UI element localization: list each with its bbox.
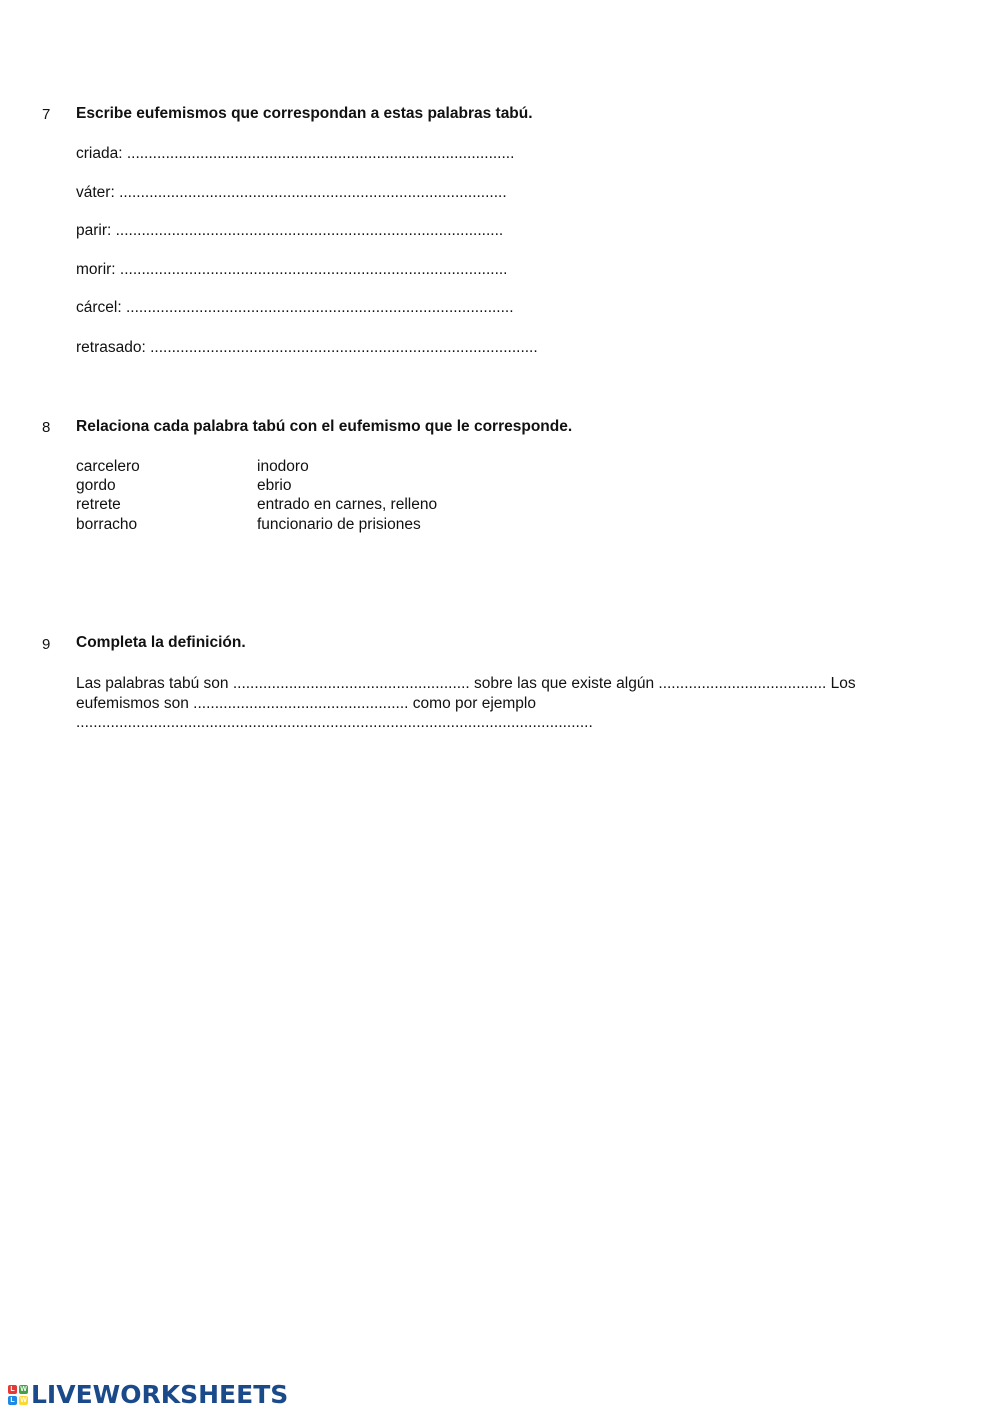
question-8-title: Relaciona cada palabra tabú con el eufemismo que le corresponde. <box>76 418 573 435</box>
q8-right-word[interactable]: inodoro <box>257 458 309 475</box>
q8-left-word[interactable]: retrete <box>76 496 121 513</box>
logo-square-icon: L <box>8 1396 17 1405</box>
question-7-number: 7 <box>42 106 51 123</box>
q8-left-word[interactable]: carcelero <box>76 458 140 475</box>
question-7-title: Escribe eufemismos que correspondan a estas palabras tabú. <box>76 105 533 122</box>
q7-item-parir[interactable]: parir: .......................................................................................... <box>76 222 504 239</box>
logo-square-icon: W <box>20 1396 27 1404</box>
q8-left-word[interactable]: gordo <box>76 477 116 494</box>
question-9-title: Completa la definición. <box>76 634 246 651</box>
q7-item-morir[interactable]: morir: .......................................................................................... <box>76 261 508 278</box>
q8-right-word[interactable]: ebrio <box>257 477 292 494</box>
q8-left-word[interactable]: borracho <box>76 516 138 533</box>
q8-right-word[interactable]: entrado en carnes, relleno <box>257 496 438 513</box>
liveworksheets-logo <box>8 1380 288 1409</box>
q7-item-criada[interactable]: criada: .......................................................................................... <box>76 145 515 162</box>
q7-item-vater[interactable]: váter: .......................................................................................... <box>76 184 507 201</box>
question-8-number: 8 <box>42 419 51 436</box>
logo-square-icon: W <box>20 1385 27 1393</box>
q9-definition-text[interactable]: Las palabras tabú son ....................................................... sobre las que existe algún ....................................... Los eufemismos son .................................................. como por ejemplo ........................................................................................................................ <box>76 675 856 731</box>
q7-item-retrasado[interactable]: retrasado: .......................................................................................... <box>76 339 538 356</box>
logo-icon <box>8 1385 28 1405</box>
q7-item-carcel[interactable]: cárcel: .......................................................................................... <box>76 299 514 316</box>
logo-text: LIVEWORKSHEETS <box>31 1380 289 1409</box>
question-9-number: 9 <box>42 636 51 653</box>
logo-square-icon: L <box>8 1385 17 1394</box>
q8-right-word[interactable]: funcionario de prisiones <box>257 516 421 533</box>
